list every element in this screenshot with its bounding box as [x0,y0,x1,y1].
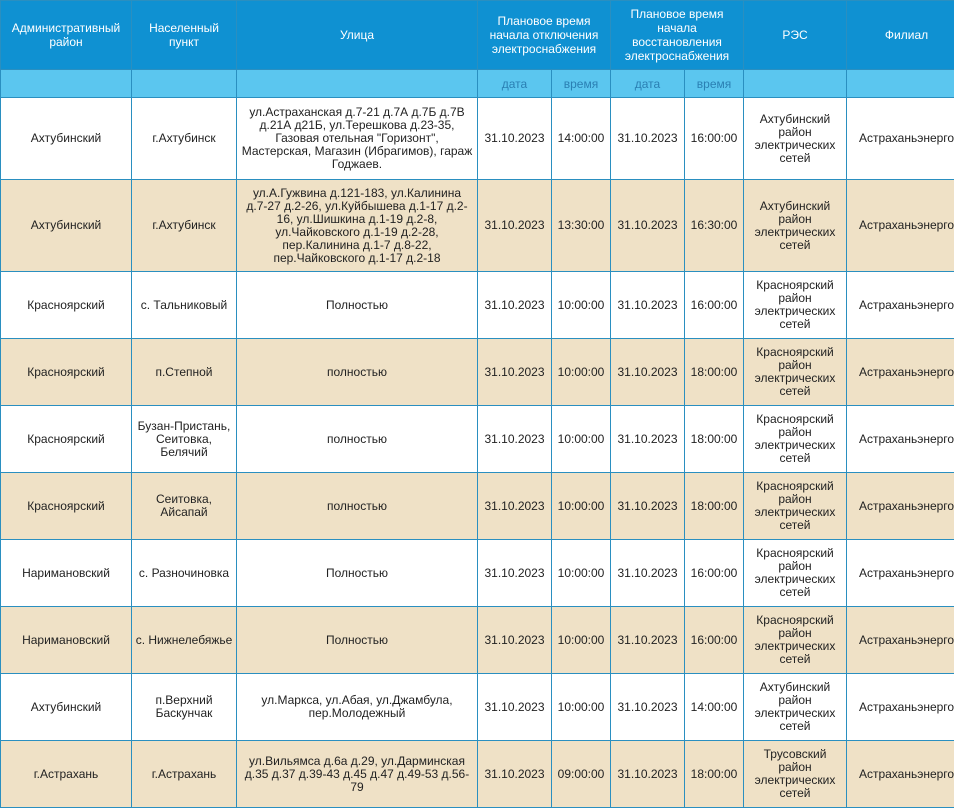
table-header [1,1,954,98]
cell-branch: Астраханьэнерго [847,272,954,339]
subheader-empty [1,70,132,98]
header-branch: Филиал [847,1,954,70]
subheader-off-time: время [552,70,611,98]
cell-settlement: с. Тальниковый [132,272,237,339]
cell-off-time: 10:00:00 [552,540,611,607]
cell-branch: Астраханьэнерго [847,98,954,180]
subheader-on-time: время [685,70,744,98]
header-district: Административный район [1,1,132,70]
cell-res: Ахтубинский район электрических сетей [744,180,847,272]
cell-off-time: 13:30:00 [552,180,611,272]
table-row [1,98,954,180]
cell-res: Красноярский район электрических сетей [744,540,847,607]
cell-settlement: г.Ахтубинск [132,180,237,272]
table-body [1,98,954,808]
cell-branch: Астраханьэнерго [847,607,954,674]
cell-on-time: 18:00:00 [685,406,744,473]
cell-district: Красноярский [1,339,132,406]
cell-off-time: 10:00:00 [552,674,611,741]
table-row [1,607,954,674]
cell-branch: Астраханьэнерго [847,406,954,473]
cell-off-date: 31.10.2023 [478,180,552,272]
cell-district: Красноярский [1,272,132,339]
cell-on-date: 31.10.2023 [611,98,685,180]
table-row [1,180,954,272]
cell-on-date: 31.10.2023 [611,339,685,406]
cell-district: Наримановский [1,540,132,607]
cell-settlement: Сеитовка, Айсапай [132,473,237,540]
header-restore-time: Плановое время начала восстановления электроснабжения [611,1,744,70]
cell-settlement: г.Ахтубинск [132,98,237,180]
cell-res: Красноярский район электрических сетей [744,607,847,674]
cell-settlement: с. Нижнелебяжье [132,607,237,674]
cell-street: Полностью [237,607,478,674]
table-row [1,406,954,473]
cell-on-time: 16:00:00 [685,607,744,674]
cell-street: полностью [237,406,478,473]
header-res: РЭС [744,1,847,70]
cell-off-time: 14:00:00 [552,98,611,180]
table-row [1,272,954,339]
subheader-empty [847,70,954,98]
cell-on-time: 14:00:00 [685,674,744,741]
subheader-off-date: дата [478,70,552,98]
cell-res: Ахтубинский район электрических сетей [744,674,847,741]
cell-district: г.Астрахань [1,741,132,808]
table-row [1,741,954,808]
table-row [1,540,954,607]
cell-off-date: 31.10.2023 [478,406,552,473]
cell-on-time: 16:00:00 [685,540,744,607]
cell-res: Ахтубинский район электрических сетей [744,98,847,180]
subheader-on-date: дата [611,70,685,98]
cell-district: Наримановский [1,607,132,674]
cell-on-time: 16:30:00 [685,180,744,272]
cell-street: полностью [237,473,478,540]
cell-street: ул.Маркса, ул.Абая, ул.Джамбула, пер.Молодежный [237,674,478,741]
cell-res: Трусовский район электрических сетей [744,741,847,808]
table-row [1,473,954,540]
cell-district: Ахтубинский [1,98,132,180]
cell-on-date: 31.10.2023 [611,272,685,339]
cell-off-time: 10:00:00 [552,339,611,406]
cell-street: ул.А.Гужвина д.121-183, ул.Калинина д.7-27 д.2-26, ул.Куйбышева д.1-17 д.2-16, ул.Шишкина д.1-19 д.2-8, ул.Чайковского д.1-19 д.2-28, пер.Калинина д.1-7 д.8-22, пер.Чайковского д.1-17 д.2-18 [237,180,478,272]
cell-on-date: 31.10.2023 [611,180,685,272]
cell-off-time: 10:00:00 [552,272,611,339]
cell-street: Полностью [237,540,478,607]
cell-off-date: 31.10.2023 [478,339,552,406]
cell-off-date: 31.10.2023 [478,674,552,741]
cell-off-time: 10:00:00 [552,607,611,674]
cell-street: Полностью [237,272,478,339]
header-street: Улица [237,1,478,70]
cell-on-time: 16:00:00 [685,272,744,339]
cell-on-time: 18:00:00 [685,741,744,808]
cell-branch: Астраханьэнерго [847,741,954,808]
cell-branch: Астраханьэнерго [847,473,954,540]
header-settlement: Населенный пункт [132,1,237,70]
cell-off-date: 31.10.2023 [478,98,552,180]
cell-on-date: 31.10.2023 [611,674,685,741]
cell-street: ул.Вильямса д.6а д.29, ул.Дарминская д.35 д.37 д.39-43 д.45 д.47 д.49-53 д.56-79 [237,741,478,808]
cell-on-date: 31.10.2023 [611,406,685,473]
cell-branch: Астраханьэнерго [847,339,954,406]
cell-on-time: 18:00:00 [685,473,744,540]
cell-off-date: 31.10.2023 [478,607,552,674]
cell-res: Красноярский район электрических сетей [744,339,847,406]
cell-off-date: 31.10.2023 [478,540,552,607]
table-row [1,339,954,406]
cell-district: Красноярский [1,406,132,473]
cell-settlement: Бузан-Пристань, Сеитовка, Белячий [132,406,237,473]
subheader-empty [237,70,478,98]
cell-settlement: п.Верхний Баскунчак [132,674,237,741]
subheader-empty [132,70,237,98]
cell-off-time: 10:00:00 [552,473,611,540]
table-row [1,674,954,741]
cell-branch: Астраханьэнерго [847,674,954,741]
cell-on-time: 18:00:00 [685,339,744,406]
cell-branch: Астраханьэнерго [847,180,954,272]
header-off-time: Плановое время начала отключения электроснабжения [478,1,611,70]
cell-on-date: 31.10.2023 [611,607,685,674]
cell-settlement: с. Разночиновка [132,540,237,607]
cell-district: Красноярский [1,473,132,540]
cell-district: Ахтубинский [1,180,132,272]
cell-res: Красноярский район электрических сетей [744,406,847,473]
subheader-empty [744,70,847,98]
cell-res: Красноярский район электрических сетей [744,473,847,540]
cell-on-date: 31.10.2023 [611,741,685,808]
cell-settlement: г.Астрахань [132,741,237,808]
cell-settlement: п.Степной [132,339,237,406]
cell-off-time: 10:00:00 [552,406,611,473]
cell-branch: Астраханьэнерго [847,540,954,607]
cell-district: Ахтубинский [1,674,132,741]
cell-res: Красноярский район электрических сетей [744,272,847,339]
cell-off-date: 31.10.2023 [478,473,552,540]
cell-street: ул.Астраханская д.7-21 д.7А д.7Б д.7В д.21А д21Б, ул.Терешкова д.23-35, Газовая отельная "Горизонт", Мастерская, Магазин (Ибрагимов), гараж Годжаев. [237,98,478,180]
cell-on-date: 31.10.2023 [611,473,685,540]
cell-off-time: 09:00:00 [552,741,611,808]
cell-on-time: 16:00:00 [685,98,744,180]
cell-street: полностью [237,339,478,406]
cell-off-date: 31.10.2023 [478,272,552,339]
cell-off-date: 31.10.2023 [478,741,552,808]
cell-on-date: 31.10.2023 [611,540,685,607]
